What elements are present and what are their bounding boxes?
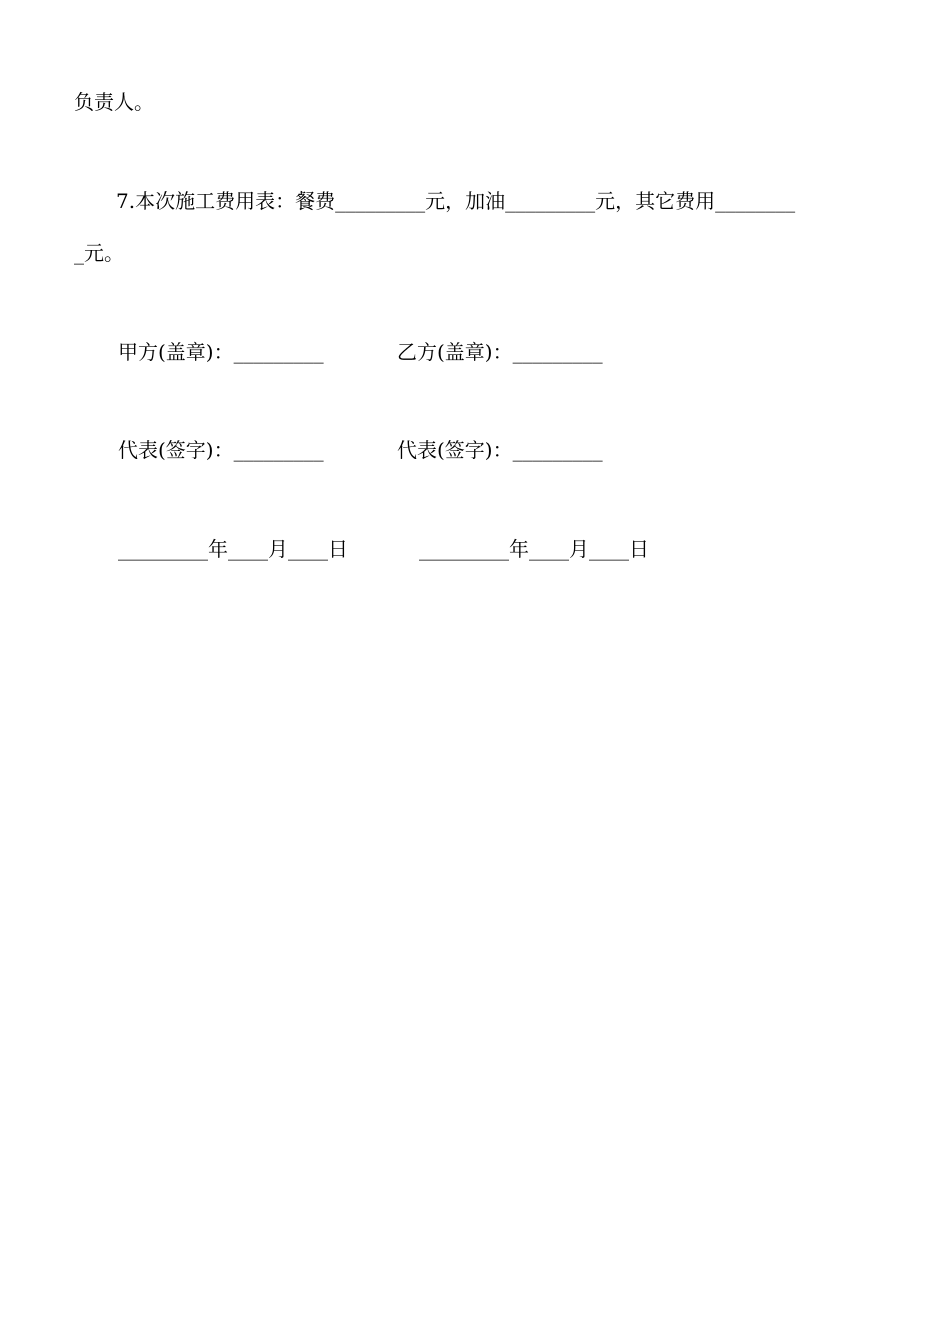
text-line-cost-table: 7.本次施工费用表：餐费_________元，加油_________元，其它费用________	[116, 189, 796, 213]
party-b-representative-field: 代表(签字)：_________	[397, 438, 603, 462]
party-a-seal-field: 甲方(盖章)：_________	[118, 340, 324, 364]
party-b-date-field: _________年____月____日	[419, 537, 649, 561]
party-a-date-field: _________年____月____日	[118, 537, 348, 561]
text-line-responsible-person: 负责人。	[74, 90, 154, 114]
text-line-cost-table-continued: _元。	[74, 241, 124, 265]
party-b-seal-field: 乙方(盖章)：_________	[397, 340, 603, 364]
party-a-representative-field: 代表(签字)：_________	[118, 438, 324, 462]
